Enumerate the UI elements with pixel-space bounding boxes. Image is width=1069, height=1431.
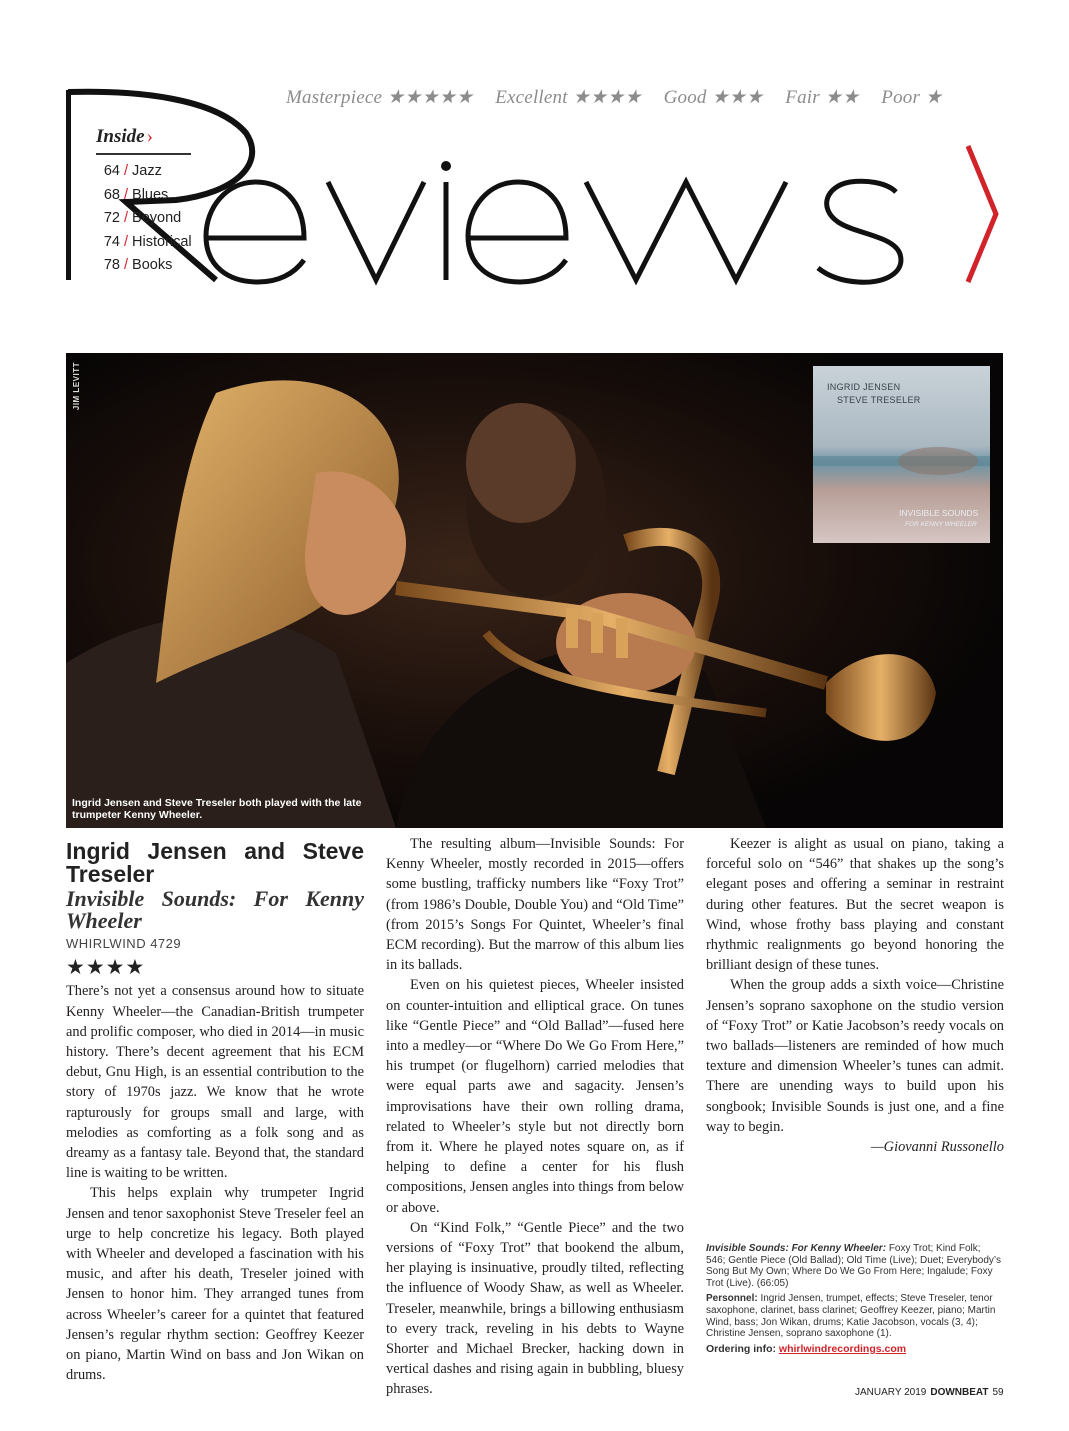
rating-good: Good ★★★ bbox=[663, 87, 764, 108]
inside-item-books[interactable] bbox=[96, 257, 236, 281]
section-name: Books bbox=[132, 257, 173, 273]
review-paragraph-5: On “Kind Folk,” “Gentle Piece” and the two versions of “Foxy Trot” that bookend the album, her playing is insinuative, proudly tilted, reflecting the influence of Woody Shaw, as well as Wheeler. Treseler, meanwhile, brings a billowing enthusiasm to every track, reveling in his debts to Wayne Shorter and Michael Brecker, hacking down in vertical dashes and rising again in bubbling, bluesy phrases. bbox=[386, 1219, 684, 1398]
folio-date: JANUARY 2019 bbox=[855, 1387, 927, 1398]
slash-divider: / bbox=[124, 210, 129, 226]
rating-fair: Fair ★★ bbox=[785, 87, 860, 108]
column-middle bbox=[386, 834, 684, 1400]
inside-item-historical[interactable] bbox=[96, 234, 236, 258]
cover-title: INVISIBLE SOUNDS bbox=[899, 508, 979, 518]
track-list-text: Foxy Trot; Kind Folk; 546; Gentle Piece (Old Ballad); Old Time (Live); Duet; Everybody’s Song But My Own; Where Do We Go From Here; Ingalude; Foxy Trot (Live). (66:05) bbox=[706, 1243, 1001, 1289]
rating-excellent: Excellent ★★★★ bbox=[495, 87, 642, 108]
review-paragraph-1: There’s not yet a consensus around how to situate Kenny Wheeler—the Canadian-British trumpeter and prolific composer, who died in 2014—in music history. There’s decent agreement that his ECM debut, Gnu High, is an essential contribution to the story of 1970s jazz. We know that he wrote rapturously for groups small and large, with melodies as comforting as a folk song and as dreamy as a fantasy tale. Beyond that, the standard line is waiting to be written. bbox=[66, 983, 364, 1182]
personnel-label: Personnel: bbox=[706, 1293, 758, 1305]
inside-item-blues[interactable] bbox=[96, 187, 236, 211]
slash-divider: / bbox=[124, 186, 129, 203]
rating-poor: Poor ★ bbox=[881, 87, 943, 108]
review-star-rating: ★★★★ bbox=[66, 955, 146, 980]
section-name: Jazz bbox=[132, 163, 162, 179]
personnel bbox=[706, 1293, 1002, 1339]
page-folio bbox=[855, 1387, 1004, 1398]
page-number: 78 bbox=[103, 257, 120, 273]
slash-divider: / bbox=[124, 163, 129, 179]
review-artist: Ingrid Jensen and Steve Treseler bbox=[66, 838, 364, 887]
chevron-right-icon: › bbox=[146, 126, 153, 147]
ordering-info bbox=[706, 1344, 1002, 1356]
inside-heading-text: Inside bbox=[96, 126, 145, 147]
track-list bbox=[706, 1243, 1002, 1289]
inside-list bbox=[96, 163, 236, 281]
review-paragraph-3: The resulting album—Invisible Sounds: For Kenny Wheeler, mostly recorded in 2015—offers some bustling, trafficky numbers like “Foxy Trot” (from 1986’s Double, Double You) and “Old Time” (from 2015’s Songs For Quintet, Wheeler’s final ECM recording). But the marrow of this album lies in its ballads. bbox=[386, 836, 684, 974]
album-cover bbox=[813, 366, 990, 543]
folio-page-number: 59 bbox=[992, 1387, 1004, 1398]
personnel-text: Ingrid Jensen, trumpet, effects; Steve Treseler, tenor saxophone, clarinet, bass clarinet; Geoffrey Keezer, piano; Martin Wind, bass; Jon Wikan, drums; Katie Jacobson, vocals (3, 4); Christine Jensen, soprano saxophone (1). bbox=[706, 1293, 996, 1340]
inside-heading bbox=[96, 126, 191, 155]
page-number: 64 bbox=[103, 163, 120, 179]
section-name: Blues bbox=[132, 186, 169, 203]
ordering-link[interactable]: whirlwindrecordings.com bbox=[778, 1342, 907, 1355]
inside-contents bbox=[96, 126, 236, 281]
review-album-title: Invisible Sounds: For Kenny Wheeler bbox=[66, 886, 364, 933]
column-right bbox=[706, 834, 1004, 1157]
inside-item-jazz[interactable] bbox=[96, 163, 236, 187]
review-label: WHIRLWIND 4729 bbox=[66, 936, 182, 951]
review-paragraph-7: When the group adds a sixth voice—Christine Jensen’s soprano saxophone on the studio version of “Foxy Trot” or Katie Jacobson’s reedy vocals on two ballads—listeners are reminded of how much texture and dimension Wheeler’s tunes can admit. There are unending ways to build upon his songbook; Invisible Sounds is just one, and a fine way to begin. bbox=[706, 977, 1004, 1135]
review-paragraph-4: Even on his quietest pieces, Wheeler insisted on counter-intuition and elliptical grace. On tunes like “Gentle Piece” and “Old Ballad”—fused here into a medley—or “Where Do We Go From Here,” his trumpet (or flugelhorn) carried melodies that were equal parts awe and sagacity. Jensen’s improvisations have their own rolling drama, related to Wheeler’s style but not directly born from it. Where he played notes square on, as if helping to define a center for his flush compositions, Jensen angles into things from below or above. bbox=[386, 977, 684, 1216]
page-number: 72 bbox=[103, 210, 120, 226]
section-name: Beyond bbox=[132, 210, 182, 226]
track-list-label: Invisible Sounds: For Kenny Wheeler: bbox=[706, 1243, 887, 1254]
slash-divider: / bbox=[124, 257, 129, 273]
column-left bbox=[66, 834, 364, 1385]
section-name: Historical bbox=[132, 233, 192, 250]
folio-magazine: DOWNBEAT bbox=[930, 1387, 989, 1398]
page-number: 74 bbox=[103, 233, 120, 250]
review-paragraph-2: This helps explain why trumpeter Ingrid Jensen and tenor saxophonist Steve Treseler feel an urge to help concretize his legacy. Both played with Wheeler and developed a fascination with his music, and after his death, Treseler joined with Jensen to honor him. They arranged tunes from across Wheeler’s career for a quintet that featured Jensen’s regular rhythm section: Geoffrey Keezer on piano, Martin Wind on bass and Jon Wikan on drums. bbox=[66, 1185, 364, 1384]
cover-subtitle: FOR KENNY WHEELER bbox=[905, 521, 977, 528]
album-details bbox=[706, 1243, 1002, 1359]
page-number: 68 bbox=[103, 186, 120, 203]
photo-credit: JIM LEVITT bbox=[72, 362, 81, 411]
rating-masterpiece: Masterpiece ★★★★★ bbox=[286, 87, 474, 108]
slash-divider: / bbox=[124, 233, 129, 250]
photo-caption: Ingrid Jensen and Steve Treseler both played with the late trumpeter Kenny Wheeler. bbox=[72, 797, 362, 821]
ordering-label: Ordering info: bbox=[706, 1342, 776, 1355]
review-byline: —Giovanni Russonello bbox=[870, 1139, 1004, 1156]
cover-artist-1: INGRID JENSEN bbox=[827, 382, 901, 392]
review-paragraph-6: Keezer is alight as usual on piano, taking a forceful solo on “546” that shakes up the song’s elegant poses and offering a seminar in restraint during other features. But the secret weapon is Wind, whose frothy bass playing and constant rhythmic realignments go beyond honoring the brilliant design of these tunes. bbox=[706, 836, 1004, 974]
inside-item-beyond[interactable] bbox=[96, 210, 236, 234]
cover-artist-2: STEVE TRESELER bbox=[837, 395, 921, 405]
